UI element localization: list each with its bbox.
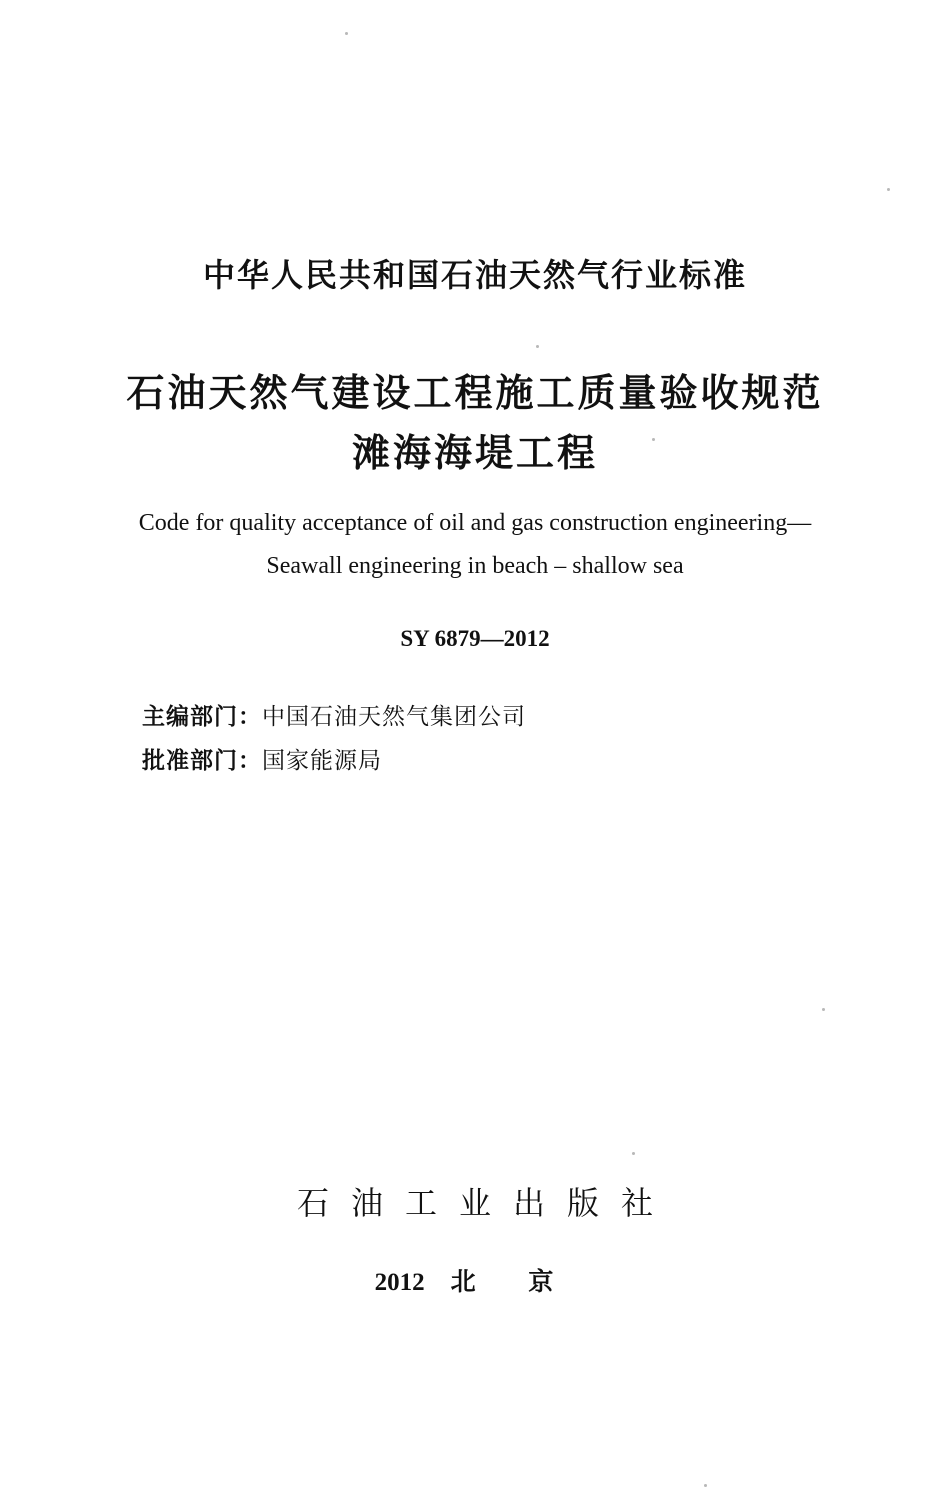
publisher-name: 石油工业出版社	[296, 1184, 675, 1222]
industry-standard-heading: 中华人民共和国石油天然气行业标准	[202, 256, 747, 294]
scan-speck	[632, 1152, 635, 1155]
standard-number: SY 6879—2012	[400, 626, 550, 651]
approval-value: 国家能源局	[262, 748, 382, 774]
organization-block	[142, 698, 526, 786]
title-chinese-line-1: 石油天然气建设工程施工质量验收规范	[126, 371, 824, 415]
publication-line	[0, 1262, 950, 1298]
title-english-line-1: Code for quality acceptance of oil and gas construction engineering—	[138, 510, 812, 536]
chief-editor-value: 中国石油天然气集团公司	[262, 704, 526, 730]
scan-speck	[652, 438, 655, 441]
scan-speck	[704, 1484, 707, 1487]
title-chinese-line-2: 滩海海堤工程	[351, 431, 598, 475]
scan-speck	[887, 188, 890, 191]
approval-label: 批准部门：	[142, 748, 262, 774]
scan-speck	[822, 1008, 825, 1011]
scan-speck	[345, 32, 348, 35]
chief-editor-label: 主编部门：	[142, 704, 262, 730]
approval-row	[142, 742, 526, 786]
publication-year: 2012	[374, 1269, 425, 1296]
chief-editor-row	[142, 698, 526, 742]
title-english-line-2: Seawall engineering in beach – shallow sea	[266, 553, 684, 579]
publication-city: 北 京	[450, 1267, 576, 1296]
scan-speck	[536, 345, 539, 348]
